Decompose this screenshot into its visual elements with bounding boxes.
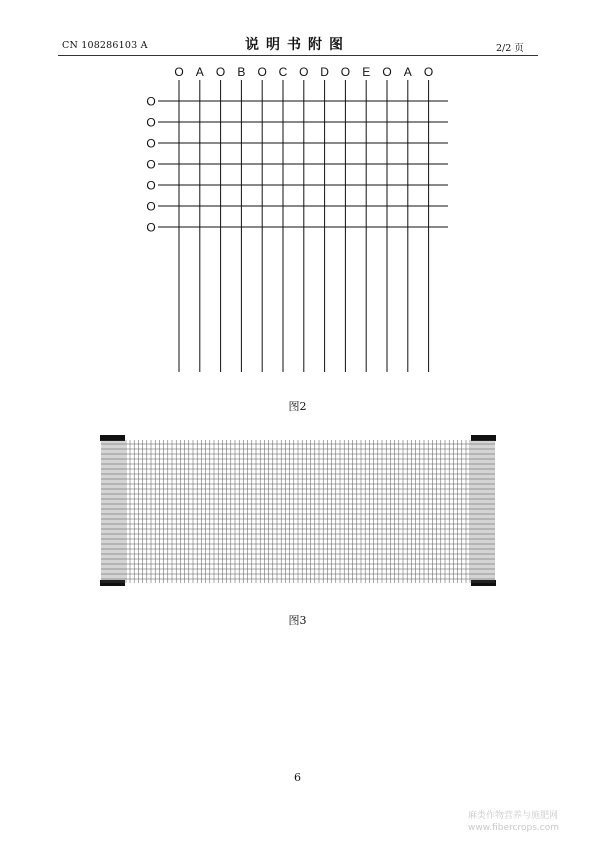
section-title: 说明书附图: [245, 37, 350, 53]
figure-3-caption: 图3: [288, 614, 307, 627]
row-label: O: [146, 94, 156, 109]
column-label: O: [423, 65, 434, 79]
column-label: O: [340, 65, 351, 79]
column-label: A: [403, 65, 412, 79]
column-label: O: [382, 65, 392, 79]
row-label: O: [146, 199, 156, 214]
figure-2-caption: 图2: [288, 400, 307, 413]
watermark-line-1: 麻类作物营养与施肥网: [468, 811, 559, 821]
row-label: O: [146, 157, 156, 172]
page-number: 6: [294, 771, 301, 784]
column-label: O: [257, 65, 267, 79]
watermark-line-2: www.fibercrops.com: [468, 823, 559, 833]
page-of-indicator: 2/2 页: [496, 43, 524, 54]
column-label: O: [174, 65, 184, 79]
column-label: B: [237, 65, 246, 79]
column-label: O: [215, 65, 226, 79]
row-label: O: [146, 115, 156, 130]
column-label: E: [362, 65, 371, 79]
column-label: D: [320, 65, 329, 79]
row-label: O: [146, 220, 156, 235]
row-label: O: [146, 178, 156, 193]
row-label: O: [146, 136, 156, 151]
column-label: A: [195, 65, 204, 79]
publication-number: CN 108286103 A: [62, 40, 148, 51]
column-label: O: [299, 65, 309, 79]
column-label: C: [278, 65, 288, 79]
watermark: [468, 810, 588, 834]
